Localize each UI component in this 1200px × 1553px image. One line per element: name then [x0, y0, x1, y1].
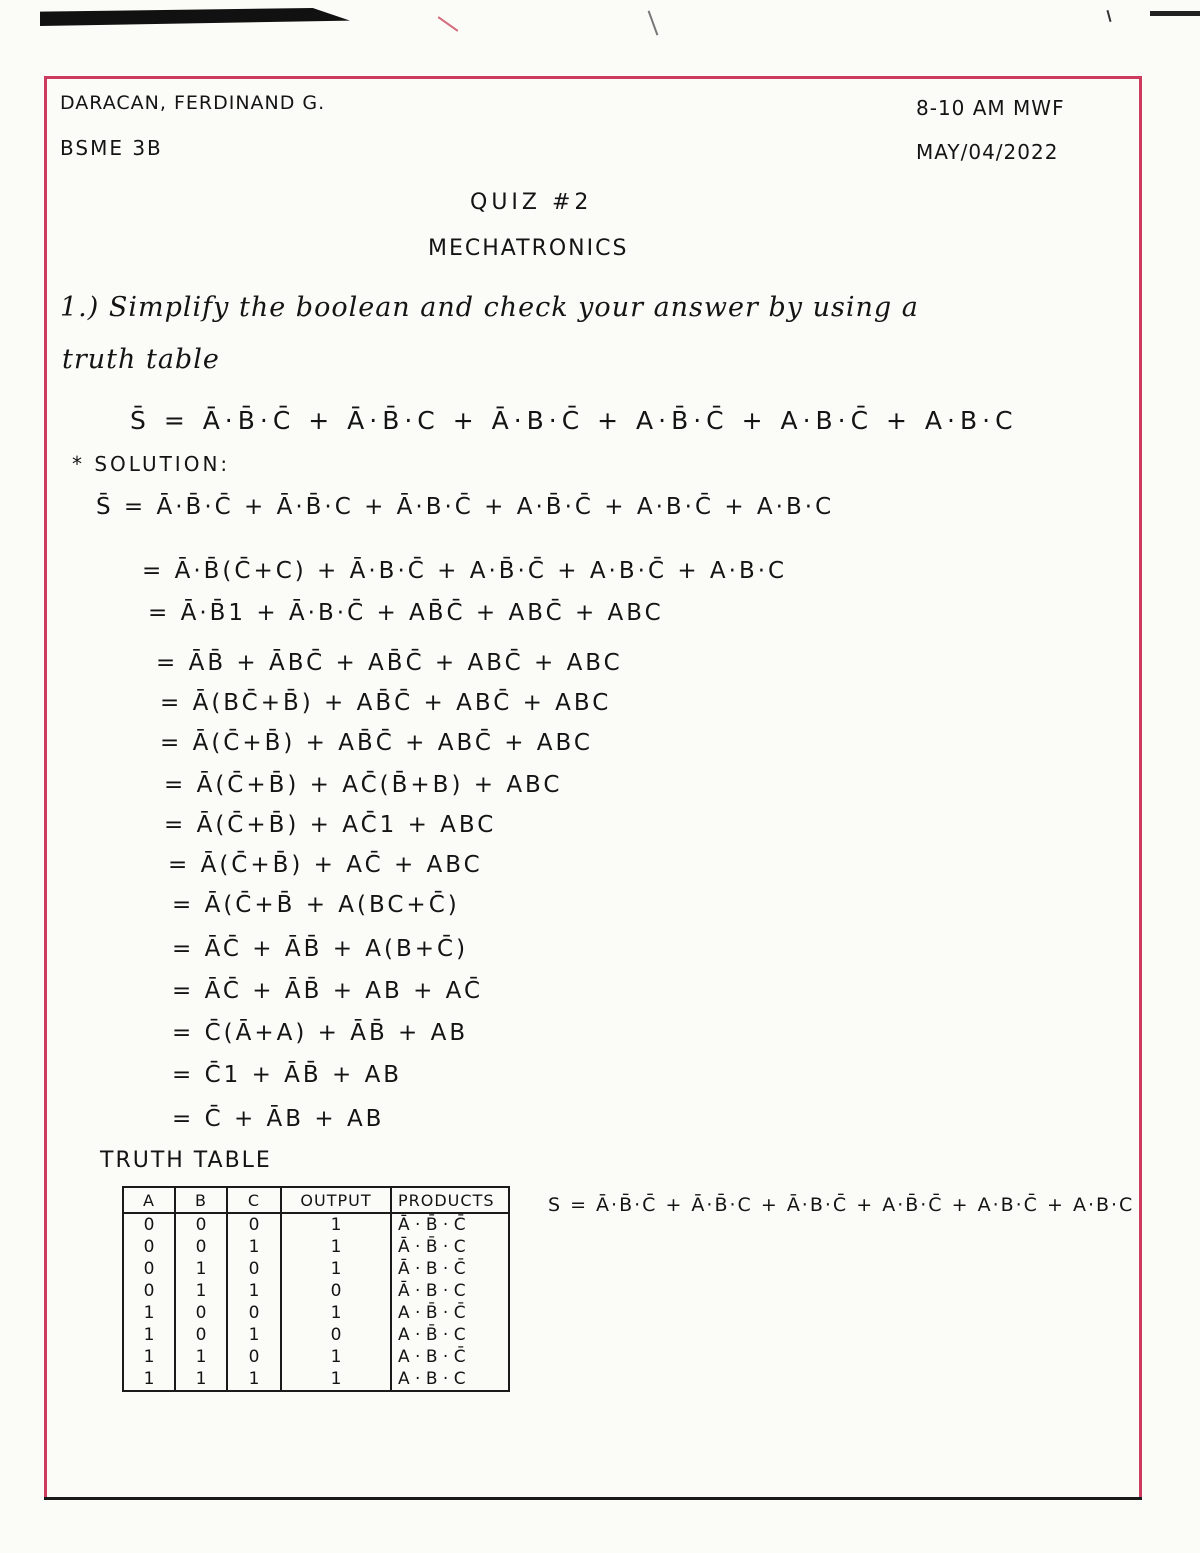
cell-output: 1 [281, 1213, 391, 1236]
truth-table-label: TRUTH TABLE [100, 1148, 272, 1173]
solution-step: = ĀB̄ + ĀBC̄ + AB̄C̄ + ABC̄ + ABC [156, 650, 623, 676]
truth-table [122, 1186, 510, 1392]
cell-product: A · B · C [391, 1368, 509, 1391]
cell-a: 0 [123, 1258, 175, 1280]
scan-shadow-top-right [1150, 11, 1200, 16]
margin-line-top [44, 76, 1142, 79]
question-text-line-2: truth table [62, 344, 220, 375]
solution-step: = ĀC̄ + ĀB̄ + A(B+C̄) [172, 936, 469, 962]
cell-c: 0 [227, 1258, 281, 1280]
table-row [123, 1236, 509, 1258]
solution-step: = ĀC̄ + ĀB̄ + AB + AC̄ [172, 978, 484, 1004]
table-row [123, 1324, 509, 1346]
cell-c: 1 [227, 1280, 281, 1302]
solution-step: = Ā(BC̄+B̄) + AB̄C̄ + ABC̄ + ABC [160, 690, 612, 716]
paper-mark [438, 16, 459, 31]
subject-title: MECHATRONICS [428, 236, 629, 261]
cell-b: 0 [175, 1236, 227, 1258]
table-row [123, 1346, 509, 1368]
cell-a: 1 [123, 1368, 175, 1391]
solution-step: = Ā(C̄+B̄) + AC̄(B̄+B) + ABC [164, 772, 563, 798]
cell-a: 1 [123, 1324, 175, 1346]
student-section: BSME 3B [60, 136, 163, 160]
cell-b: 1 [175, 1368, 227, 1391]
given-expression: S̄ = Ā·B̄·C̄ + Ā·B̄·C + Ā·B·C̄ + A·B̄·C̄ + A·B·C̄ + A·B·C [130, 406, 1018, 435]
paper-mark [648, 10, 659, 35]
cell-b: 0 [175, 1213, 227, 1236]
solution-label: * SOLUTION: [72, 452, 231, 476]
cell-a: 0 [123, 1280, 175, 1302]
cell-a: 0 [123, 1213, 175, 1236]
cell-c: 0 [227, 1302, 281, 1324]
margin-line-right [1139, 76, 1142, 1500]
table-row [123, 1280, 509, 1302]
student-name: DARACAN, FERDINAND G. [60, 92, 326, 114]
cell-output: 0 [281, 1324, 391, 1346]
cell-c: 1 [227, 1324, 281, 1346]
sum-of-products-equation: S = Ā·B̄·C̄ + Ā·B̄·C + Ā·B·C̄ + A·B̄·C̄ + A·B·C̄ + A·B·C [548, 1194, 1135, 1216]
scan-shadow-top-left [40, 8, 350, 26]
cell-product: Ā · B̄ · C [391, 1236, 509, 1258]
column-header-c: C [227, 1187, 281, 1213]
quiz-date: MAY/04/2022 [916, 140, 1059, 164]
column-header-a: A [123, 1187, 175, 1213]
margin-line-left [44, 76, 47, 1500]
solution-step: = C̄(Ā+A) + ĀB̄ + AB [172, 1020, 469, 1046]
class-schedule: 8-10 AM MWF [916, 96, 1065, 120]
cell-b: 1 [175, 1258, 227, 1280]
solution-step: = C̄1 + ĀB̄ + AB [172, 1062, 403, 1088]
cell-a: 1 [123, 1346, 175, 1368]
cell-product: A · B̄ · C̄ [391, 1302, 509, 1324]
column-header-b: B [175, 1187, 227, 1213]
cell-product: A · B · C̄ [391, 1346, 509, 1368]
column-header-products: PRODUCTS [391, 1187, 509, 1213]
cell-product: Ā · B · C̄ [391, 1258, 509, 1280]
solution-step: = Ā·B̄(C̄+C) + Ā·B·C̄ + A·B̄·C̄ + A·B·C̄ + A·B·C [142, 558, 788, 584]
cell-c: 0 [227, 1346, 281, 1368]
cell-c: 1 [227, 1368, 281, 1391]
solution-step: = Ā(C̄+B̄ + A(BC+C̄) [172, 892, 460, 918]
solution-step: = Ā·B̄1 + Ā·B·C̄ + AB̄C̄ + ABC̄ + ABC [148, 600, 664, 626]
solution-step: S̄ = Ā·B̄·C̄ + Ā·B̄·C + Ā·B·C̄ + A·B̄·C̄ + A·B·C̄ + A·B·C [96, 494, 835, 520]
quiz-title: QUIZ #2 [470, 190, 593, 215]
cell-product: Ā · B · C [391, 1280, 509, 1302]
solution-step: = C̄ + ĀB + AB [172, 1106, 385, 1132]
table-row [123, 1258, 509, 1280]
cell-output: 1 [281, 1258, 391, 1280]
paper-mark [1106, 10, 1111, 22]
cell-b: 1 [175, 1346, 227, 1368]
table-row [123, 1302, 509, 1324]
cell-product: Ā · B̄ · C̄ [391, 1213, 509, 1236]
table-row [123, 1213, 509, 1236]
cell-output: 1 [281, 1346, 391, 1368]
cell-product: A · B̄ · C [391, 1324, 509, 1346]
question-text-line-1: 1.) Simplify the boolean and check your answer by using a [60, 292, 919, 323]
cell-a: 0 [123, 1236, 175, 1258]
solution-step: = Ā(C̄+B̄) + AC̄ + ABC [168, 852, 483, 878]
cell-a: 1 [123, 1302, 175, 1324]
table-row [123, 1368, 509, 1391]
cell-output: 1 [281, 1236, 391, 1258]
solution-step: = Ā(C̄+B̄) + AB̄C̄ + ABC̄ + ABC [160, 730, 593, 756]
cell-b: 1 [175, 1280, 227, 1302]
cell-output: 1 [281, 1368, 391, 1391]
cell-output: 1 [281, 1302, 391, 1324]
margin-line-bottom [44, 1497, 1142, 1500]
cell-c: 0 [227, 1213, 281, 1236]
solution-step: = Ā(C̄+B̄) + AC̄1 + ABC [164, 812, 497, 838]
column-header-output: OUTPUT [281, 1187, 391, 1213]
cell-b: 0 [175, 1302, 227, 1324]
cell-output: 0 [281, 1280, 391, 1302]
cell-b: 0 [175, 1324, 227, 1346]
cell-c: 1 [227, 1236, 281, 1258]
